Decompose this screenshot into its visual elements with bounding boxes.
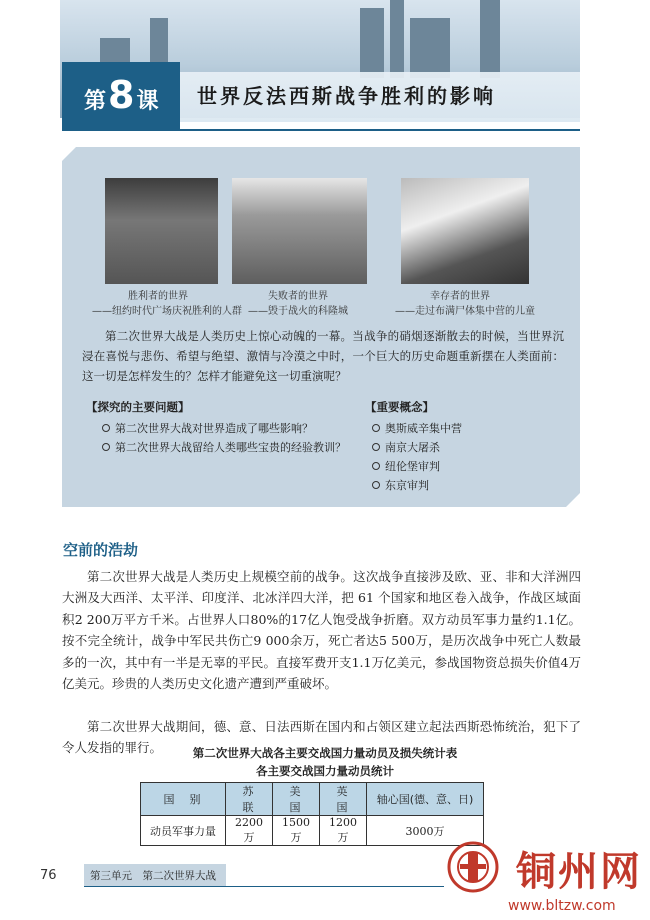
bullet-circle-icon [102, 443, 110, 451]
lesson-prefix: 第 [84, 89, 107, 114]
bullet-circle-icon [372, 462, 380, 470]
watermark-text: 铜州网 [516, 849, 642, 895]
bullet-circle-icon [372, 481, 380, 489]
table-cell: 1200万 [320, 816, 367, 846]
photo-concentration-camp-child [401, 178, 529, 284]
bullet-circle-icon [372, 443, 380, 451]
explore-item-text: 第二次世界大战留给人类哪些宝贵的经验教训？ [115, 441, 346, 454]
watermark-url: www.bltzw.com [508, 898, 616, 914]
photo-caption-title: 胜利者的世界 [128, 291, 188, 302]
page-number: 76 [40, 868, 57, 883]
table-cell: 动员军事力量 [141, 816, 226, 846]
photo-times-square-celebration [105, 178, 218, 284]
lesson-suffix: 课 [136, 89, 159, 114]
concept-item [372, 439, 440, 455]
concept-item-text: 东京审判 [385, 479, 429, 492]
explore-heading: 【探究的主要问题】 [86, 400, 190, 414]
body-paragraph: 第二次世界大战是人类历史上规模空前的战争。这次战争直接涉及欧、亚、非和大洋洲四大洲及大西洋、太平洋、印度洋、北冰洋四大洋，把 61 个国家和地区卷入战争，作战区域面积2 200万平方千米。占世界人口80%的17亿人饱受战争折磨。双方动员军事力量约1.1亿。按不完全统计，战争中军民共伤亡9 000余万，死亡者达5 500万，是历次战争中死亡人数最多的一次，其中有一半是无辜的平民。直接军费开支1.1万亿美元，参战国物资总损失价值4万亿美元。珍贵的人类历史文化遗产遭到严重破坏。 [62, 569, 581, 692]
table-cell: 1500万 [273, 816, 320, 846]
section-heading: 空前的浩劫 [63, 541, 139, 559]
table-subtitle: 各主要交战国力量动员统计 [256, 764, 394, 778]
lesson-number [84, 73, 159, 117]
watermark-logo-icon [446, 840, 500, 894]
footer-divider [84, 886, 444, 887]
table-header-cell: 英 国 [320, 783, 367, 816]
bullet-circle-icon [102, 424, 110, 432]
explore-item-text: 第二次世界大战对世界造成了哪些影响？ [115, 422, 313, 435]
concept-item-text: 纽伦堡审判 [385, 460, 440, 473]
explore-item [102, 439, 346, 455]
concept-item [372, 420, 462, 436]
concept-item [372, 458, 440, 474]
table-header-cell: 轴心国(德、意、日) [367, 783, 484, 816]
table-cell: 2200万 [226, 816, 273, 846]
footer-unit-label: 第三单元 第二次世界大战 [90, 870, 216, 882]
table-header-cell: 苏 联 [226, 783, 273, 816]
table-cell: 3000万 [367, 816, 484, 846]
explore-item [102, 420, 313, 436]
page-title: 世界反法西斯战争胜利的影响 [197, 84, 496, 108]
photo-caption-title: 幸存者的世界 [430, 291, 490, 302]
concept-item [372, 477, 429, 493]
table-title: 第二次世界大战各主要交战国力量动员及损失统计表 [192, 746, 458, 760]
table-header-row [141, 783, 484, 816]
photo-caption-title: 失败者的世界 [268, 291, 328, 302]
lesson-number-digit: 8 [108, 73, 135, 117]
photo-caption-subtitle: ——走过布满尸体集中营的儿童 [395, 306, 535, 317]
photo-caption-subtitle: ——毁于战火的科隆城 [248, 306, 348, 317]
body-paragraph: 第二次世界大战期间，德、意、日法西斯在国内和占领区建立起法西斯恐怖统治，犯下了令人发指的罪行。 [62, 719, 581, 756]
concepts-heading: 【重要概念】 [365, 400, 434, 414]
table-header-cell: 国 别 [141, 783, 226, 816]
table-header-cell: 美 国 [273, 783, 320, 816]
intro-paragraph: 第二次世界大战是人类历史上惊心动魄的一幕。当战争的硝烟逐渐散去的时候，当世界沉浸在喜悦与悲伤、希望与绝望、激情与冷漠之中时，一个巨大的历史命题重新摆在人类面前：这一切是怎样发生的？怎样才能避免这一切重演呢？ [82, 329, 564, 383]
table-row [141, 816, 484, 846]
photo-cologne-ruins [232, 178, 367, 284]
bullet-circle-icon [372, 424, 380, 432]
mobilization-table [140, 782, 484, 846]
concept-item-text: 南京大屠杀 [385, 441, 440, 454]
photo-caption-subtitle: ——纽约时代广场庆祝胜利的人群 [92, 306, 242, 317]
concept-item-text: 奥斯威辛集中营 [385, 422, 462, 435]
header-divider [62, 129, 580, 131]
